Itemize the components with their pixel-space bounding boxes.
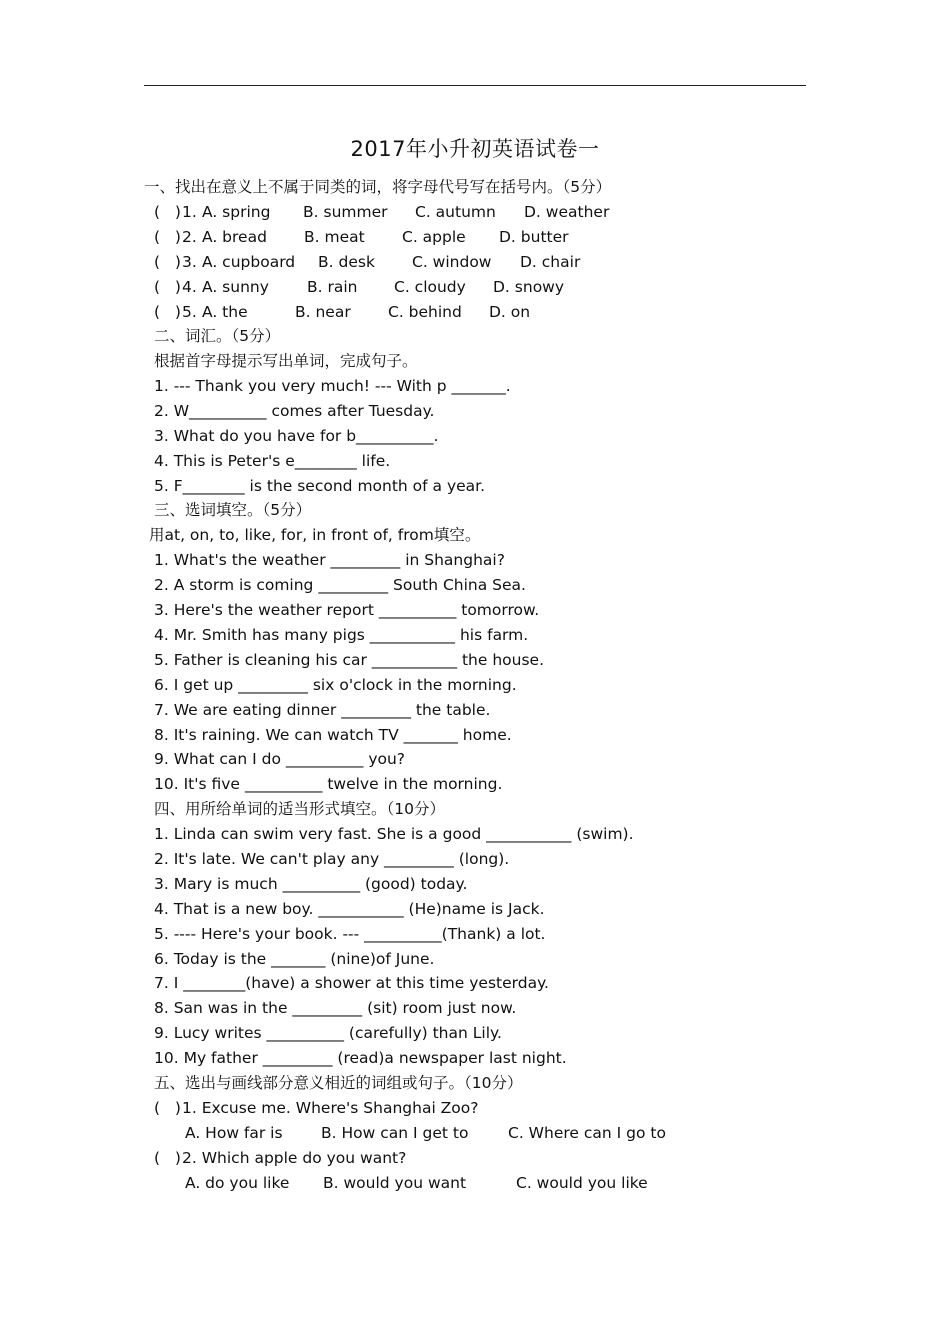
s3-item-4: 4. Mr. Smith has many pigs ___________ his farm. [154, 626, 529, 644]
section-3-heading: 三、选词填空。（5分） [154, 501, 312, 519]
s3-item-5: 5. Father is cleaning his car ___________ the house. [154, 651, 544, 669]
answer-paren[interactable]: ( ) [154, 203, 181, 221]
s2-item-5: 5. F________ is the second month of a year. [154, 477, 486, 495]
answer-paren[interactable]: ( ) [154, 228, 181, 246]
option-a: A. cupboard [202, 253, 296, 271]
question-number: 5. [182, 303, 197, 321]
question-text: 1. Excuse me. Where's Shanghai Zoo? [182, 1099, 479, 1117]
s3-item-3: 3. Here's the weather report __________ tomorrow. [154, 601, 540, 619]
s2-item-3: 3. What do you have for b__________. [154, 427, 439, 445]
option-b: B. meat [304, 228, 365, 246]
option-c: C. would you like [516, 1174, 648, 1192]
s3-item-6: 6. I get up _________ six o'clock in the morning. [154, 676, 517, 694]
option-c: C. autumn [415, 203, 496, 221]
s4-item-9: 9. Lucy writes __________ (carefully) than Lily. [154, 1024, 502, 1042]
s4-item-2: 2. It's late. We can't play any _________ (long). [154, 850, 510, 868]
s4-item-10: 10. My father _________ (read)a newspaper last night. [154, 1049, 567, 1067]
option-d: D. on [489, 303, 531, 321]
option-d: D. chair [520, 253, 581, 271]
s3-item-8: 8. It's raining. We can watch TV _______ home. [154, 726, 512, 744]
s4-item-3: 3. Mary is much __________ (good) today. [154, 875, 468, 893]
option-d: D. weather [524, 203, 610, 221]
s2-item-1: 1. --- Thank you very much! --- With p _______. [154, 377, 511, 395]
s3-item-1: 1. What's the weather _________ in Shanghai? [154, 551, 505, 569]
option-c: C. cloudy [394, 278, 466, 296]
s4-item-4: 4. That is a new boy. ___________ (He)name is Jack. [154, 900, 545, 918]
s4-item-8: 8. San was in the _________ (sit) room just now. [154, 999, 517, 1017]
s3-item-10: 10. It's five __________ twelve in the morning. [154, 775, 503, 793]
question-number: 3. [182, 253, 197, 271]
section-5-heading: 五、选出与画线部分意义相近的词组或句子。（10分） [154, 1074, 523, 1092]
option-c: C. window [412, 253, 492, 271]
section-1-heading: 一、找出在意义上不属于同类的词，将字母代号写在括号内。（5分） [144, 178, 612, 196]
s3-item-2: 2. A storm is coming _________ South China Sea. [154, 576, 526, 594]
s5-question-2-options [154, 1172, 648, 1260]
s2-item-2: 2. W__________ comes after Tuesday. [154, 402, 435, 420]
section-3-instruction: 用at, on, to, like, for, in front of, from填空。 [149, 526, 481, 544]
option-a: A. do you like [185, 1174, 290, 1192]
s3-item-7: 7. We are eating dinner _________ the table. [154, 701, 491, 719]
s4-item-7: 7. I ________(have) a shower at this time yesterday. [154, 974, 549, 992]
header-rule [144, 85, 806, 86]
question-number: 4. [182, 278, 197, 296]
question-number: 1. [182, 203, 197, 221]
answer-paren[interactable]: ( ) [154, 1149, 181, 1167]
option-a: A. bread [202, 228, 267, 246]
option-a: A. How far is [185, 1124, 283, 1142]
option-c: C. behind [388, 303, 462, 321]
section-4-heading: 四、用所给单词的适当形式填空。（10分） [154, 800, 445, 818]
question-number: 2. [182, 228, 197, 246]
option-b: B. How can I get to [321, 1124, 469, 1142]
option-b: B. near [295, 303, 351, 321]
s4-item-1: 1. Linda can swim very fast. She is a good ___________ (swim). [154, 825, 634, 843]
option-a: A. sunny [202, 278, 269, 296]
page-title: 2017年小升初英语试卷一 [350, 137, 600, 161]
section-2-heading: 二、词汇。（5分） [154, 327, 281, 345]
option-a: A. spring [202, 203, 271, 221]
answer-paren[interactable]: ( ) [154, 1099, 181, 1117]
option-d: D. snowy [493, 278, 565, 296]
option-c: C. apple [402, 228, 466, 246]
option-b: B. desk [318, 253, 375, 271]
s3-item-9: 9. What can I do __________ you? [154, 750, 406, 768]
question-text: 2. Which apple do you want? [182, 1149, 407, 1167]
answer-paren[interactable]: ( ) [154, 253, 181, 271]
option-a: A. the [202, 303, 248, 321]
option-c: C. Where can I go to [508, 1124, 666, 1142]
s4-item-5: 5. ---- Here's your book. --- __________(Thank) a lot. [154, 925, 546, 943]
section-2-instruction: 根据首字母提示写出单词，完成句子。 [154, 352, 418, 370]
s2-item-4: 4. This is Peter's e________ life. [154, 452, 391, 470]
answer-paren[interactable]: ( ) [154, 303, 181, 321]
answer-paren[interactable]: ( ) [154, 278, 181, 296]
option-b: B. summer [303, 203, 388, 221]
option-b: B. rain [307, 278, 358, 296]
s4-item-6: 6. Today is the _______ (nine)of June. [154, 950, 435, 968]
option-b: B. would you want [323, 1174, 467, 1192]
option-d: D. butter [499, 228, 569, 246]
